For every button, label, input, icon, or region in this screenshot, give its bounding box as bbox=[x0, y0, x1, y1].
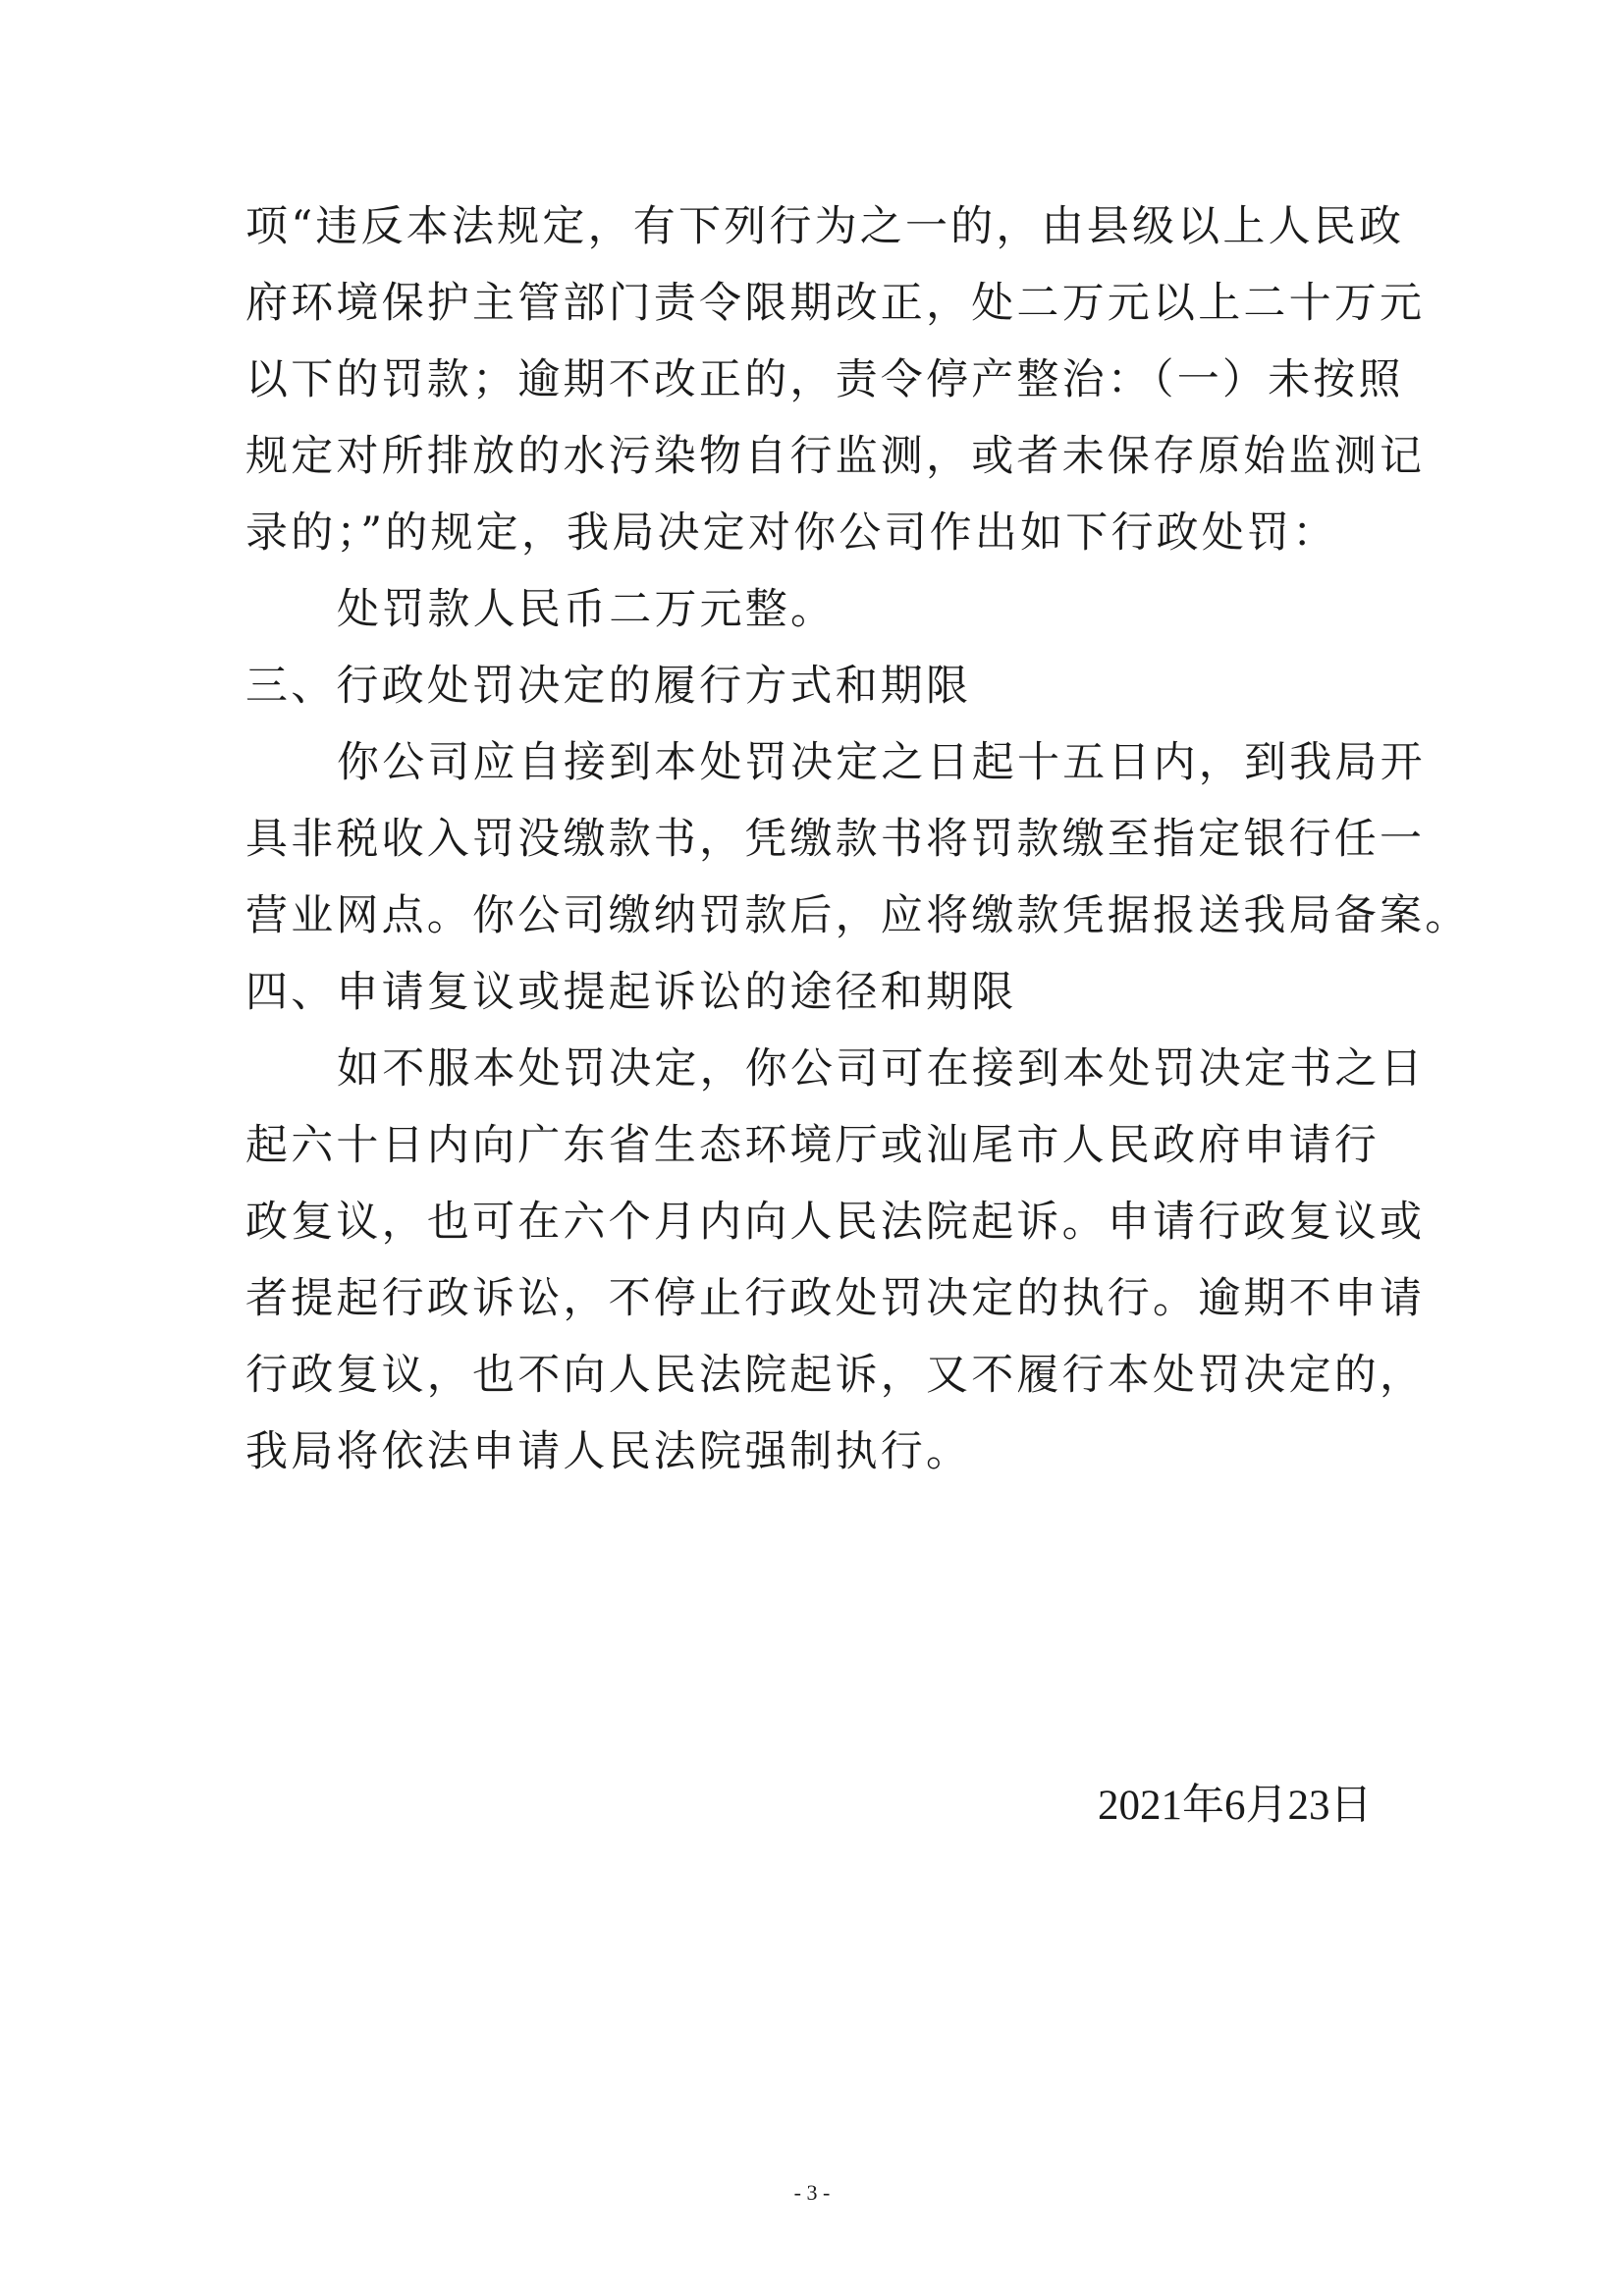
section-heading: 四、申请复议或提起诉讼的途径和期限 bbox=[245, 968, 1017, 1017]
text-line: 我局将依法申请人民法院强制执行。 bbox=[245, 1427, 972, 1476]
text-line: 具非税收入罚没缴款书，凭缴款书将罚款缴至指定银行任一 bbox=[245, 815, 1426, 864]
page-number: - 3 - bbox=[793, 2180, 831, 2205]
text-line: 政复议，也可在六个月内向人民法院起诉。申请行政复议或 bbox=[245, 1198, 1426, 1247]
document-date: 2021年6月23日 bbox=[1098, 1783, 1373, 1829]
text-line: 府环境保护主管部门责令限期改正，处二万元以上二十万元 bbox=[245, 279, 1426, 328]
text-line: 起六十日内向广东省生态环境厅或汕尾市人民政府申请行 bbox=[245, 1121, 1380, 1170]
text-line: 规定对所排放的水污染物自行监测，或者未保存原始监测记 bbox=[245, 432, 1426, 481]
text-line: 项“违反本法规定，有下列行为之一的，由县级以上人民政 bbox=[245, 202, 1405, 251]
text-line: 以下的罚款；逾期不改正的，责令停产整治：（一）未按照 bbox=[245, 355, 1404, 404]
text-line: 营业网点。你公司缴纳罚款后，应将缴款凭据报送我局备案。 bbox=[245, 891, 1471, 940]
text-line: 录的；”的规定，我局决定对你公司作出如下行政处罚： bbox=[245, 508, 1338, 558]
text-line: 者提起行政诉讼，不停止行政处罚决定的执行。逾期不申请 bbox=[245, 1274, 1426, 1323]
text-line: 行政复议，也不向人民法院起诉，又不履行本处罚决定的， bbox=[245, 1351, 1426, 1400]
text-line: 如不服本处罚决定，你公司可在接到本处罚决定书之日 bbox=[337, 1044, 1426, 1094]
text-line: 你公司应自接到本处罚决定之日起十五日内，到我局开 bbox=[337, 738, 1426, 787]
penalty-line: 处罚款人民币二万元整。 bbox=[337, 585, 837, 634]
section-heading: 三、行政处罚决定的履行方式和期限 bbox=[245, 662, 972, 711]
